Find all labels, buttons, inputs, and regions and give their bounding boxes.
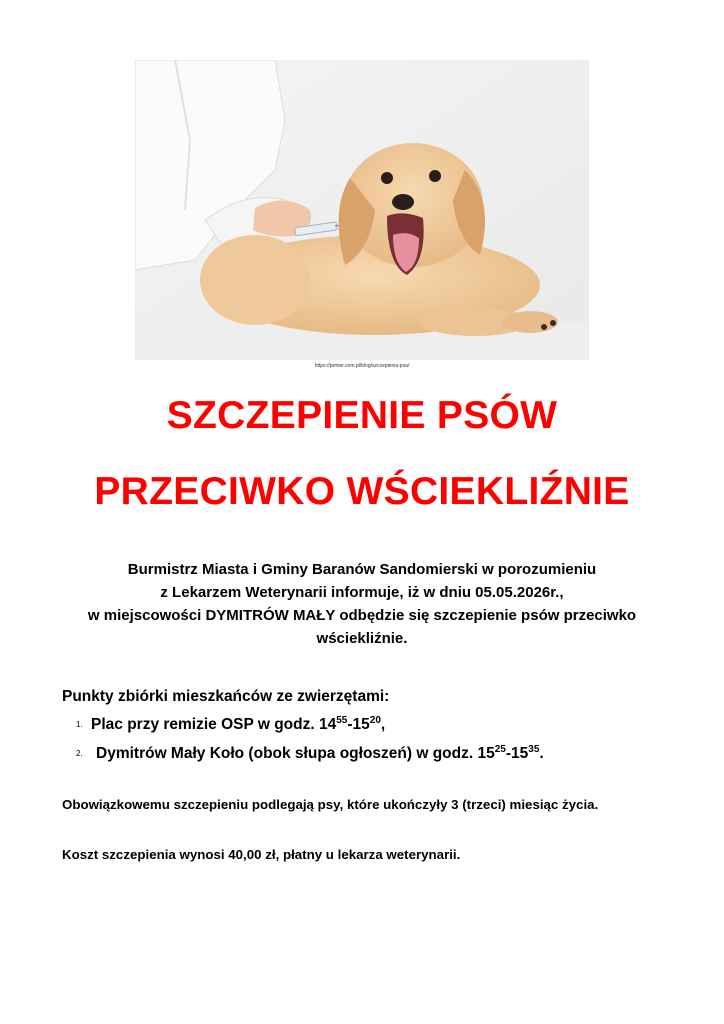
end-hour: 15 [352, 716, 370, 733]
collection-point-1 [76, 716, 385, 734]
page-title-line-2: PRZECIWKO WŚCIEKLIŹNIE [94, 470, 630, 513]
collection-point-2 [76, 745, 544, 763]
time-separator: - [505, 745, 512, 762]
start-minute: 25 [494, 743, 506, 755]
page-title-line-1: SZCZEPIENIE PSÓW [166, 394, 558, 437]
intro-line-3: w miejscowości DYMITRÓW MAŁY odbędzie się szczepienie psów przeciwko [87, 607, 637, 624]
end-hour: 15 [511, 745, 529, 762]
announcement-intro [40, 558, 684, 650]
end-minute: 35 [528, 743, 540, 755]
end-minute: 20 [369, 714, 381, 726]
list-number: 2. [76, 749, 83, 759]
start-hour: 15 [477, 745, 495, 762]
start-minute: 55 [336, 714, 348, 726]
vaccination-cost-note: Koszt szczepienia wynosi 40,00 zł, płatny u lekarza weterynarii. [62, 847, 461, 862]
point-end-punctuation: . [539, 745, 544, 762]
intro-line-2: z Lekarzem Weterynarii informuje, iż w dniu 05.05.2026r., [160, 584, 564, 601]
list-number: 1. [76, 720, 83, 730]
intro-line-1: Burmistrz Miasta i Gminy Baranów Sandomierski w porozumieniu [127, 561, 597, 578]
intro-line-4: wściekliźnie. [316, 630, 408, 647]
collection-points-heading: Punkty zbiórki mieszkańców ze zwierzętami: [62, 688, 390, 705]
point-end-punctuation: , [380, 716, 386, 733]
point-text: Dymitrów Mały Koło (obok słupa ogłoszeń) w godz. [96, 745, 478, 762]
start-hour: 14 [318, 716, 337, 733]
image-source-caption: https://petner.com.pl/blog/szczepienia-psa/ [314, 363, 410, 369]
puppy-vaccination-photo [135, 60, 589, 360]
point-text: Plac przy remizie OSP w godz. [91, 716, 319, 733]
time-separator: - [347, 716, 353, 733]
obligatory-vaccination-note: Obowiązkowemu szczepieniu podlegają psy, które ukończyły 3 (trzeci) miesiąc życia. [62, 797, 599, 812]
